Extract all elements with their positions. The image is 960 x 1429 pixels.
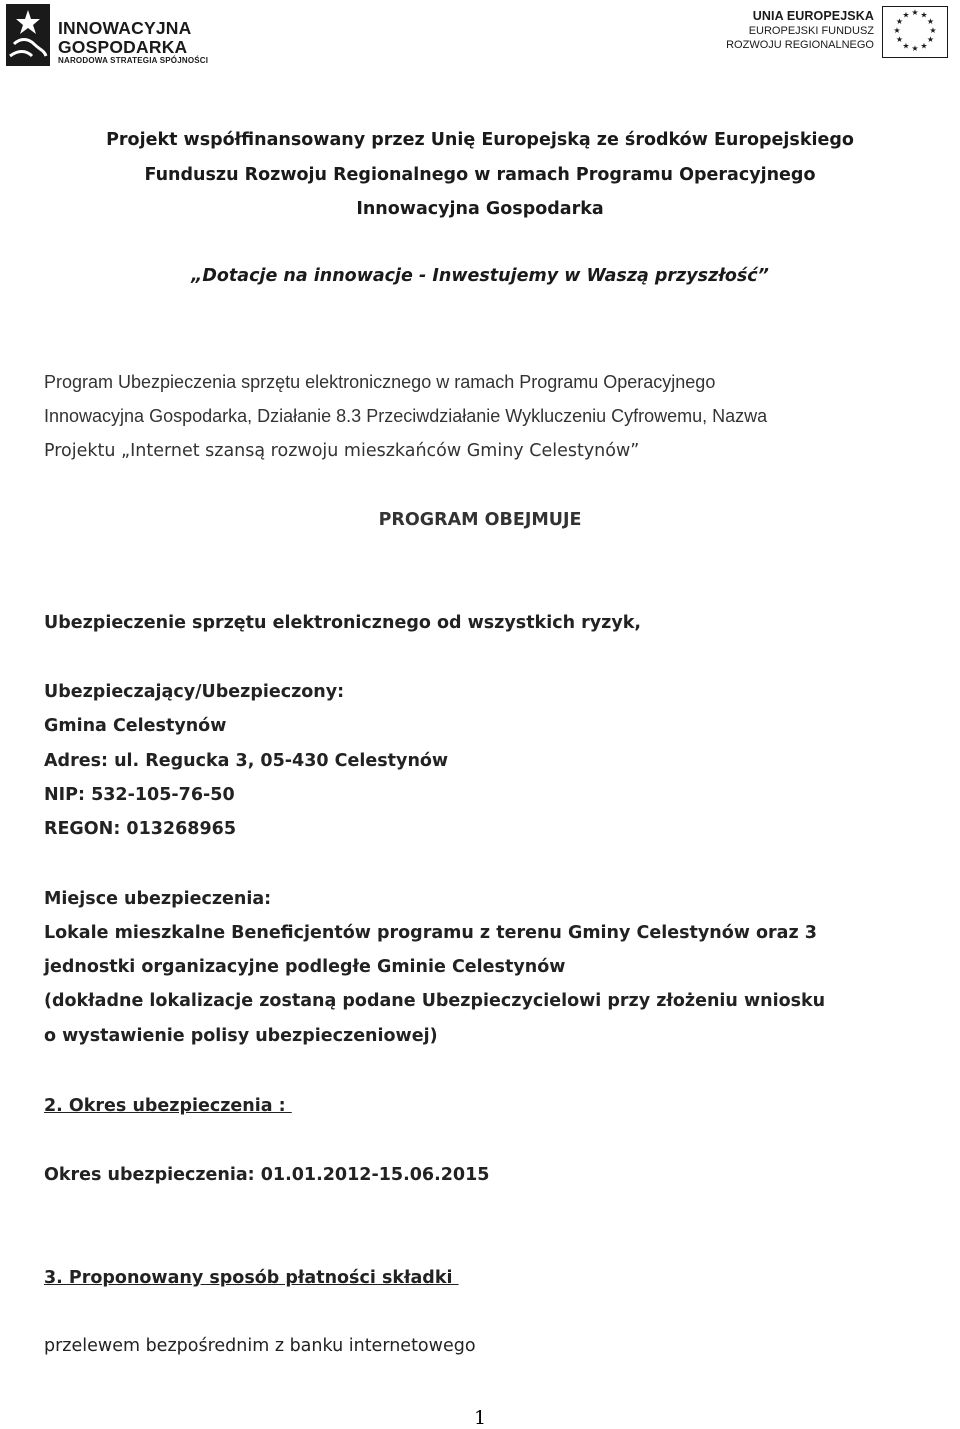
logo-text-line2: GOSPODARKA: [58, 37, 188, 57]
svg-text:★: ★: [911, 8, 919, 17]
insured-address: Adres: ul. Regucka 3, 05-430 Celestynów: [44, 751, 449, 771]
insured-name: Gmina Celestynów: [44, 716, 227, 736]
logo-text-line1: INNOWACYJNA: [58, 18, 192, 38]
svg-text:★: ★: [920, 41, 928, 51]
location-line3: (dokładne lokalizacje zostaną podane Ubezpieczycielowi przy złożeniu wniosku: [44, 991, 826, 1011]
eu-logo-text: [726, 9, 874, 52]
location-line1: Lokale mieszkalne Beneficjentów programu z terenu Gminy Celestynów oraz 3: [44, 923, 817, 943]
payment-heading: 3. Proponowany sposób płatności składki: [44, 1268, 459, 1288]
svg-text:★: ★: [902, 10, 910, 20]
insured-regon: REGON: 013268965: [44, 819, 236, 839]
intro-line3: Innowacyjna Gospodarka: [356, 199, 604, 219]
program-line2a: [44, 406, 767, 427]
svg-text:★: ★: [911, 44, 919, 53]
eu-logo-line2: EUROPEJSKI FUNDUSZ: [748, 25, 874, 37]
intro-line2: Funduszu Rozwoju Regionalnego w ramach Programu Operacyjnego: [144, 165, 816, 185]
program-line1: Program Ubezpieczenia sprzętu elektronicznego w ramach Programu Operacyjnego: [44, 372, 716, 392]
svg-text:★: ★: [929, 26, 937, 35]
section-title: PROGRAM OBEJMUJE: [378, 510, 582, 530]
period-heading: 2. Okres ubezpieczenia :: [44, 1096, 292, 1116]
intro-line1: Projekt współfinansowany przez Unię Europejską ze środków Europejskiego: [106, 130, 854, 150]
eu-logo-line1: UNIA EUROPEJSKA: [752, 9, 874, 23]
svg-text:★: ★: [895, 35, 904, 44]
innowacyjna-gospodarka-emblem-icon: [6, 4, 50, 66]
svg-text:★: ★: [926, 17, 935, 26]
insured-label: Ubezpieczający/Ubezpieczony:: [44, 682, 345, 702]
logo-text-line3: NARODOWA STRATEGIA SPÓJNOŚCI: [58, 56, 209, 65]
svg-text:★: ★: [895, 17, 904, 26]
scope-text: Ubezpieczenie sprzętu elektronicznego od wszystkich ryzyk,: [44, 613, 642, 633]
eu-flag-icon: [882, 6, 948, 58]
eu-logo-line3: ROZWOJU REGIONALNEGO: [726, 39, 874, 51]
svg-text:★: ★: [926, 35, 935, 44]
program-line3: Projektu „Internet szansą rozwoju mieszkańców Gminy Celestynów”: [44, 441, 640, 461]
slogan: „Dotacje na innowacje - Inwestujemy w Waszą przyszłość”: [191, 266, 769, 286]
program-line2: Innowacyjna Gospodarka, Działanie 8.3 Przeciwdziałanie Wykluczeniu Cyfrowemu, Nazwa: [44, 406, 768, 426]
svg-text:★: ★: [893, 26, 901, 35]
eu-fund-logo: [726, 6, 948, 62]
innowacyjna-gospodarka-logo: [6, 4, 209, 66]
insured-nip: NIP: 532-105-76-50: [44, 785, 235, 805]
svg-text:★: ★: [920, 10, 928, 20]
payment-text: przelewem bezpośrednim z banku internetowego: [44, 1336, 476, 1356]
svg-text:★: ★: [902, 41, 910, 51]
location-line2: jednostki organizacyjne podległe Gminie Celestynów: [44, 957, 566, 977]
page-number: 1: [473, 1407, 487, 1429]
period-text: Okres ubezpieczenia: 01.01.2012-15.06.2015: [44, 1165, 490, 1185]
location-label: Miejsce ubezpieczenia:: [44, 889, 272, 909]
location-line4: o wystawienie polisy ubezpieczeniowej): [44, 1026, 438, 1046]
